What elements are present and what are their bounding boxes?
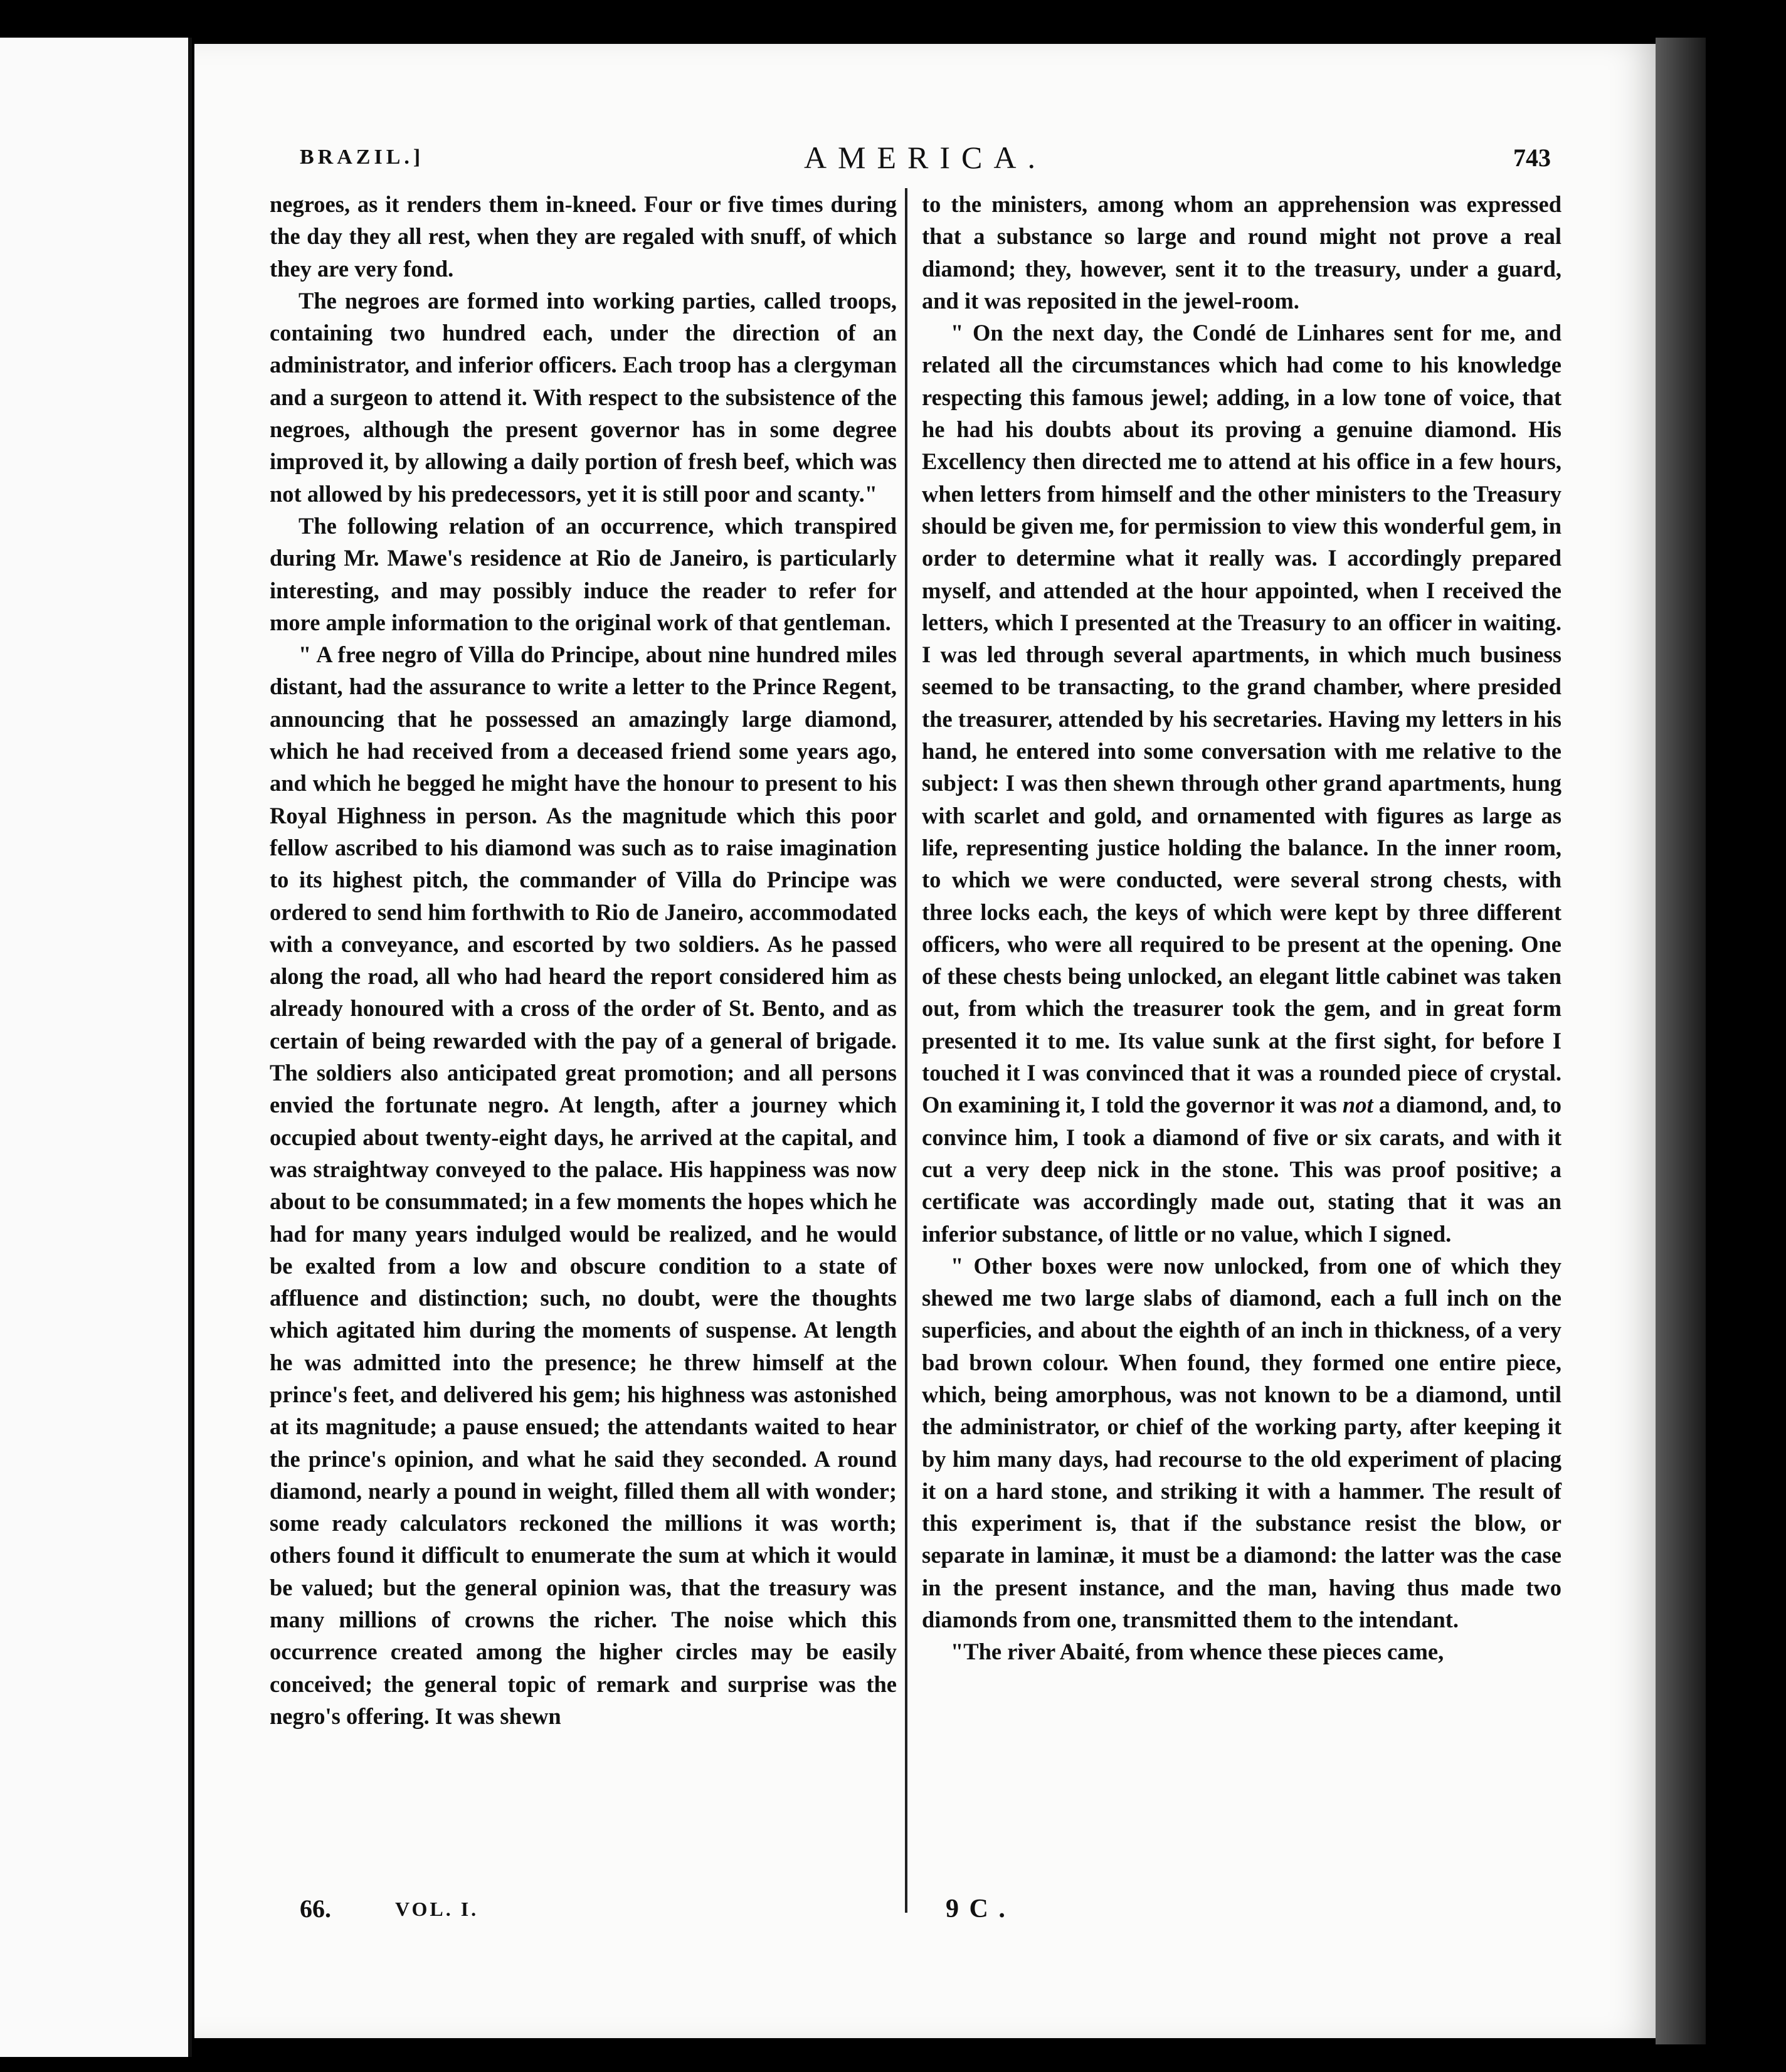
paragraph: The following relation of an occurrence, which transpired during Mr. Mawe's residence at Rio de Janeiro, is particularly interesting, and may possibly induce the reader to refer for more ample information to the original work of that gentleman. [270,512,897,635]
paragraph: to the ministers, among whom an apprehension was expressed that a substance so large and round might not prove a real diamond; they, however, sent it to the treasury, under a guard, and it was reposited in the jewel-room. [922,191,1561,314]
paragraph-text: a diamond, and, to convince him, I took a diamond of five or six carats, and with it cut a very deep nick in the stone. This was proof positive; a certificate was accordingly made out, stating that it was an inferior substance, of little or no value, which I signed. [922,1092,1562,1247]
left-text-column [270,188,897,1847]
column-rule [905,188,907,1913]
scan-border-top [0,0,1786,38]
italic-word: not [1342,1092,1373,1118]
paragraph-text: " On the next day, the Condé de Linhares sent for me, and related all the circumstances which had come to his knowledge respecting this famous jewel; adding, in a low tone of voice, that he had his doubts about its proving a genuine diamond. His Excellency then directed me to attend at his office in a few hours, when letters from himself and the other ministers to the Treasury should be given me, for permission to view this wonderful gem, in order to determine what it really was. I accordingly prepared myself, and attended at the hour appointed, when I received the letters, which I presented at the Treasury to an officer in waiting. I was led through several apartments, in which much business seemed to be transacting, to the grand chamber, where presided the treasurer, attended by his secretaries. Having my letters in his hand, he entered into some conversation with me relative to the subject: I was then shewn through other grand apartments, hung with scarlet and gold, and ornamented with figures as large as life, representing justice holding the balance. In the inner room, to which we were conducted, were several strong chests, with three locks each, the keys of which were kept by three different officers, who were all required to be present at the opening. One of these chests being unlocked, an elegant little cabinet was taken out, from which the treasurer took the gem, and in great form presented it to me. Its value sunk at the first sight, for before I touched it I was convinced that it was a rounded piece of crystal. On examining it, I told the governor it was [922,320,1561,1118]
page-number: 743 [1513,144,1551,172]
signature-number: 66. [300,1895,331,1923]
paragraph: negroes, as it renders them in-kneed. Four or five times during the day they all rest, when they are regaled with snuff, of which they are very fond. [270,191,897,282]
catch-signature: 9 C . [946,1895,1007,1923]
running-header [300,139,1551,183]
paragraph: "The river Abaité, from whence these pieces came, [951,1639,1444,1665]
running-head-title: AMERICA. [803,140,1047,175]
facing-page [0,38,192,2057]
paragraph: " Other boxes were now unlocked, from one of which they shewed me two large slabs of diamond, each a full inch on the superficies, and about the eighth of an inch in thickness, of a very bad brown colour. When found, they formed one entire piece, which, being amorphous, was not known to be a diamond, until the administrator, or chief of the working party, after keeping it by him many days, had recourse to the old experiment of placing it on a hard stone, and striking it with a hammer. The result of this experiment is, that if the substance resist the blow, or separate in laminæ, it must be a diamond: the latter was the case in the present instance, and the man, having thus made two diamonds from one, transmitted them to the intendant. [922,1252,1561,1633]
right-text-column [922,188,1561,1847]
running-head-section: BRAZIL.] [300,145,425,169]
paragraph [922,317,1561,1250]
page-edge-shadow [1656,38,1706,2044]
volume-label: VOL. I. [395,1898,479,1920]
paragraph: The negroes are formed into working parties, called troops, containing two hundred each, under the direction of an administrator, and inferior officers. Each troop has a clergyman and a surgeon to attend it. With respect to the subsistence of the negroes, although the present governor has in some degree improved it, by allowing a daily portion of fresh beef, which was not allowed by his predecessors, yet it is still poor and scanty." [270,287,897,507]
paragraph: " A free negro of Villa do Principe, about nine hundred miles distant, had the assurance to write a letter to the Prince Regent, announcing that he possessed an amazingly large diamond, which he had received from a deceased friend some years ago, and which he begged he might have the honour to present to his Royal Highness in person. As the magnitude which this poor fellow ascribed to his diamond was such as to raise imagination to its highest pitch, the commander of Villa do Principe was ordered to send him forthwith to Rio de Janeiro, accommodated with a conveyance, and escorted by two soldiers. As he passed along the road, all who had heard the report considered him as already honoured with a cross of the order of St. Bento, and as certain of being rewarded with the pay of a general of brigade. The soldiers also anticipated great promotion; and all persons envied the fortunate negro. At length, after a journey which occupied about twenty-eight days, he arrived at the capital, and was straightway conveyed to the palace. His happiness was now about to be consummated; in a few moments the hopes which he had for many years indulged would be realized, and he would be exalted from a low and obscure condition to a state of affluence and distinction; such, no doubt, were the thoughts which agitated him during the moments of suspense. At length he was admitted into the presence; he threw himself at the prince's feet, and delivered his gem; his highness was astonished at its magnitude; a pause ensued; the attendants waited to hear the prince's opinion, and what he said they seconded. A round diamond, nearly a pound in weight, filled them all with wonder; some ready calculators reckoned the millions it was worth; others found it difficult to enumerate the sum at which it would be valued; but the general opinion was, that the treasury was many millions of crowns the richer. The noise which this occurrence created among the higher circles may be easily conceived; the general topic of remark and surprise was the negro's offering. It was shewn [270,642,897,1729]
